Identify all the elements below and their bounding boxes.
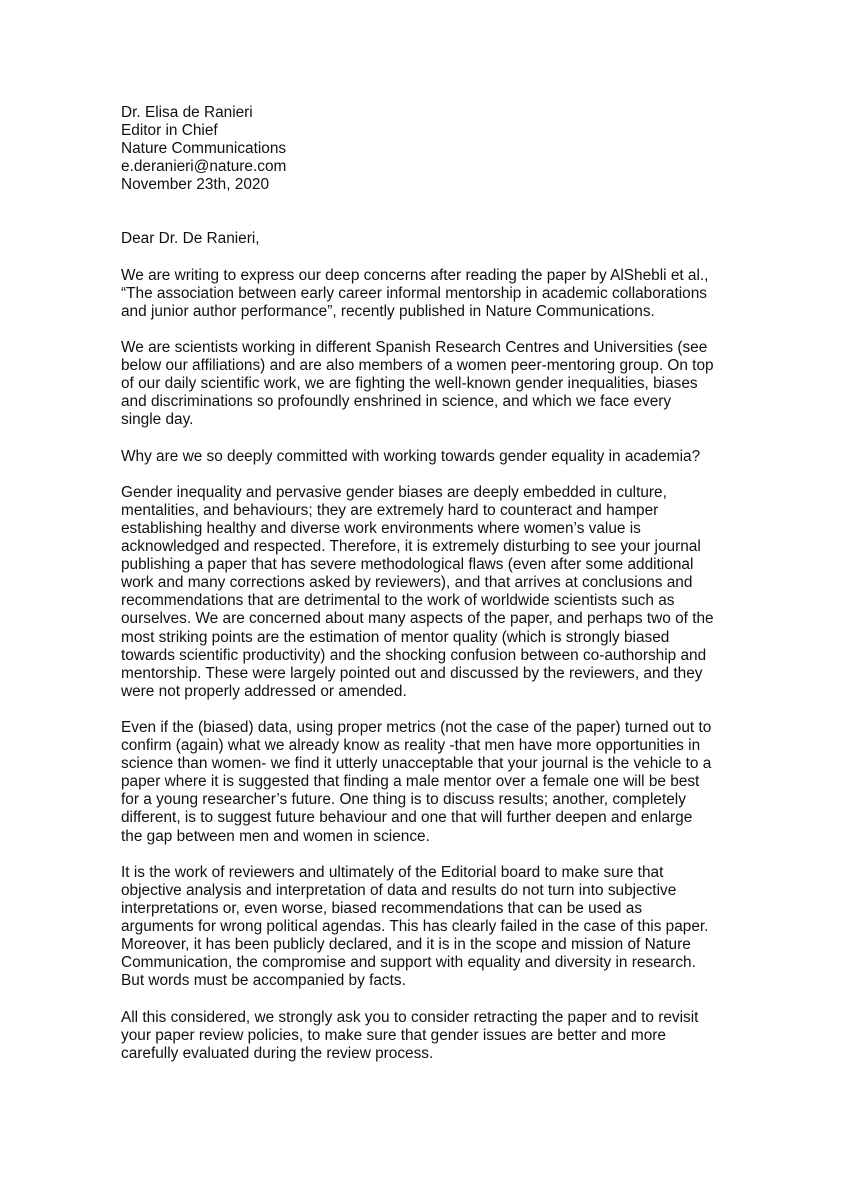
paragraph-line: ourselves. We are concerned about many aspects of the paper, and perhaps two of the [121,610,714,628]
paragraph-line: We are scientists working in different Spanish Research Centres and Universities (see [121,339,708,357]
paragraph-line: It is the work of reviewers and ultimately of the Editorial board to make sure that [121,863,664,881]
paragraph-line: paper where it is suggested that finding a male mentor over a female one will be best [121,773,700,791]
body-paragraph [121,484,741,701]
paragraph-line: the gap between men and women in science. [121,827,430,845]
paragraph-line: “The association between early career informal mentorship in academic collaborations [121,284,707,302]
recipient-address [121,104,741,194]
letter-page [121,104,741,1063]
recipient-title: Editor in Chief [121,122,218,140]
paragraph-line: mentalities, and behaviours; they are extremely hard to counteract and hamper [121,501,659,519]
paragraph-spacer [121,990,741,1008]
body-paragraph [121,719,741,846]
body-paragraph [121,339,741,429]
paragraph-line: publishing a paper that has severe methodological flaws (even after some additional [121,556,694,574]
paragraph-line: were not properly addressed or amended. [121,682,407,700]
paragraph-line: confirm (again) what we already know as reality -that men have more opportunities in [121,737,701,755]
salutation: Dear Dr. De Ranieri, [121,230,260,248]
paragraph-line: objective analysis and interpretation of data and results do not turn into subjective [121,881,677,899]
paragraph-line: Even if the (biased) data, using proper metrics (not the case of the paper) turned out to [121,719,712,736]
body-paragraph [121,864,741,991]
paragraph-line: and junior author performance”, recently published in Nature Communications. [121,302,655,320]
letter-body [121,249,741,1063]
paragraph-line: single day. [121,411,194,429]
recipient-organization: Nature Communications [121,140,287,158]
recipient-email: e.deranieri@nature.com [121,158,287,176]
body-paragraph [121,267,741,321]
paragraph-line: of our daily scientific work, we are fighting the well-known gender inequalities, biases [121,375,698,393]
paragraph-line: below our affiliations) and are also members of a women peer-mentoring group. On top [121,357,714,375]
paragraph-line: All this considered, we strongly ask you to consider retracting the paper and to revisit [121,1008,699,1026]
paragraph-spacer [121,249,741,267]
paragraph-line: towards scientific productivity) and the shocking confusion between co-authorship and [121,646,707,664]
paragraph-spacer [121,430,741,448]
paragraph-line: your paper review policies, to make sure that gender issues are better and more [121,1026,666,1044]
paragraph-line: different, is to suggest future behaviour and one that will further deepen and enlarge [121,809,693,827]
paragraph-line: mentorship. These were largely pointed out and discussed by the reviewers, and they [121,664,703,682]
paragraph-line: arguments for wrong political agendas. This has clearly failed in the case of this paper. [121,918,709,936]
paragraph-line: We are writing to express our deep concerns after reading the paper by AlShebli et al., [121,266,709,284]
paragraph-spacer [121,846,741,864]
paragraph-line: Gender inequality and pervasive gender biases are deeply embedded in culture, [121,483,667,501]
paragraph-line: interpretations or, even worse, biased recommendations that can be used as [121,899,643,917]
paragraph-line: most striking points are the estimation of mentor quality (which is strongly biased [121,628,670,646]
paragraph-spacer [121,466,741,484]
paragraph-line: recommendations that are detrimental to the work of worldwide scientists such as [121,592,675,610]
recipient-name: Dr. Elisa de Ranieri [121,104,253,121]
paragraph-line: for a young researcher’s future. One thing is to discuss results; another, completely [121,791,686,809]
paragraph-line: But words must be accompanied by facts. [121,972,406,990]
paragraph-line: and discriminations so profoundly enshrined in science, and which we face every [121,393,672,411]
body-paragraph [121,448,741,466]
paragraph-line: carefully evaluated during the review process. [121,1044,434,1062]
paragraph-line: Why are we so deeply committed with working towards gender equality in academia? [121,447,701,465]
paragraph-line: acknowledged and respected. Therefore, it is extremely disturbing to see your journal [121,538,701,556]
letter-date: November 23th, 2020 [121,176,270,194]
paragraph-line: establishing healthy and diverse work environments where women’s value is [121,519,641,537]
paragraph-line: Communication, the compromise and support with equality and diversity in research. [121,954,696,972]
paragraph-line: work and many corrections asked by reviewers), and that arrives at conclusions and [121,574,693,592]
paragraph-spacer [121,321,741,339]
paragraph-line: Moreover, it has been publicly declared, and it is in the scope and mission of Nature [121,936,691,954]
paragraph-spacer [121,701,741,719]
paragraph-line: science than women- we find it utterly unacceptable that your journal is the vehicle to a [121,755,712,773]
body-paragraph [121,1009,741,1063]
